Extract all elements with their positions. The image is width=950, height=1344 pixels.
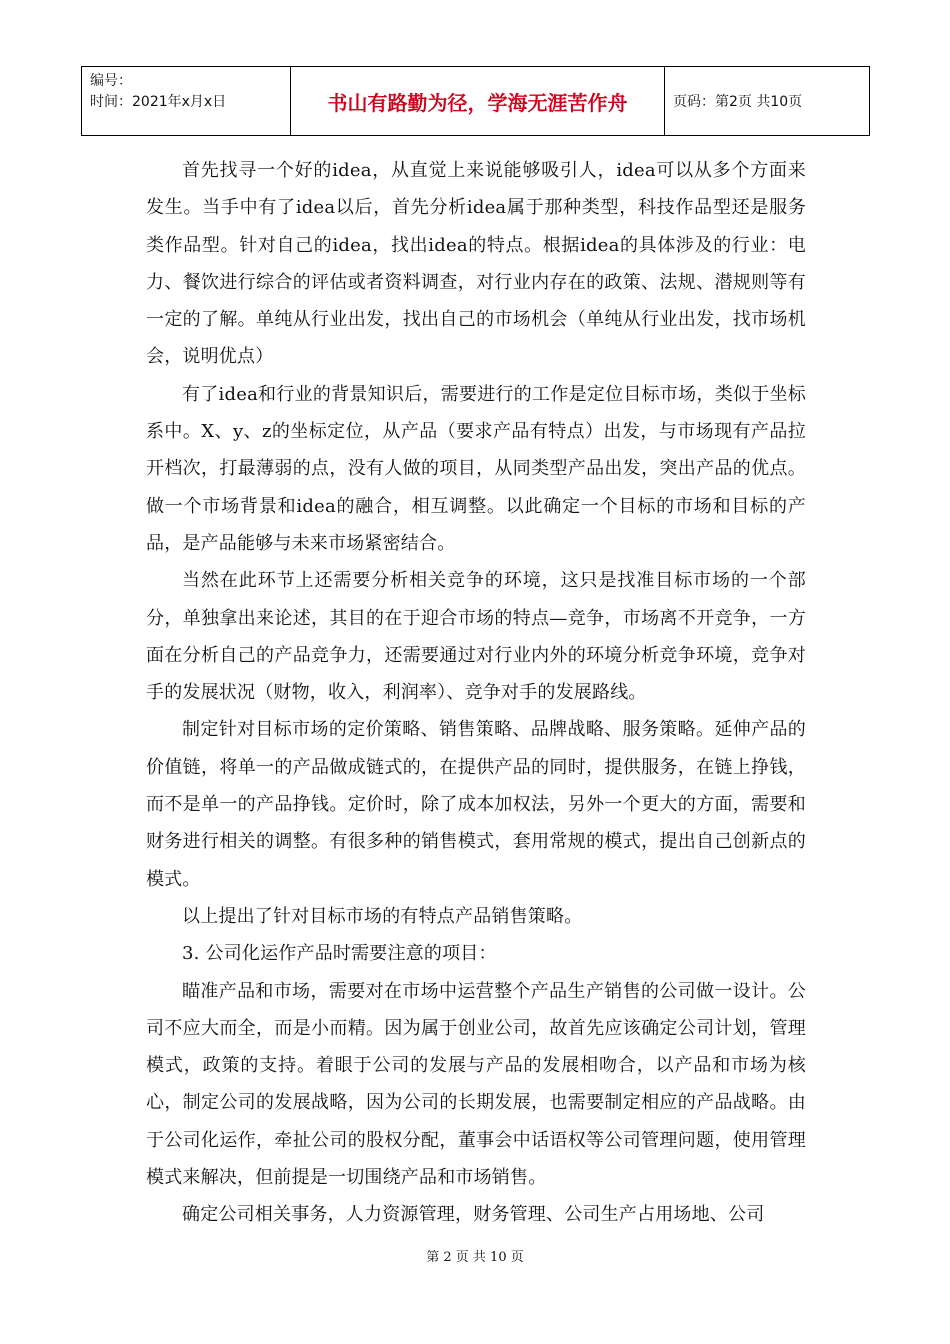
document-time-label: 时间：2021年x月x日 [90,94,227,110]
page-footer: 第 2 页 共 10 页 [426,1250,524,1265]
header-table [81,66,870,136]
body-paragraph: 确定公司相关事务，人力资源管理，财务管理、公司生产占用场地、公司 [182,1204,765,1226]
section-heading: 3. 公司化运作产品时需要注意的项目： [182,943,497,965]
body-paragraph: 有了idea和行业的背景知识后，需要进行的工作是定位目标市场，类似于坐标系中。X、y、z的坐标定位，从产品（要求产品有特点）出发，与市场现有产品拉开档次，打最薄弱的点，没有人做的项目，从同类型产品出发，突出产品的优点。做一个市场背景和idea的融合，相互调整。以此确定一个目标的市场和目标的产品，是产品能够与未来市场紧密结合。 [146,383,806,554]
body-paragraph: 首先找寻一个好的idea，从直觉上来说能够吸引人，idea可以从多个方面来发生。当手中有了idea以后，首先分析idea属于那种类型，科技作品型还是服务类作品型。针对自己的idea，找出idea的特点。根据idea的具体涉及的行业：电力、餐饮进行综合的评估或者资料调查，对行业内存在的政策、法规、潜规则等有一定的了解。单纯从行业出发，找出自己的市场机会（单纯从行业出发，找市场机会，说明优点） [146,160,806,368]
document-body [146,152,806,1234]
document-number-label: 编号： [90,73,132,89]
header-page-number: 页码：第2页 共10页 [665,67,870,136]
body-paragraph: 制定针对目标市场的定价策略、销售策略、品牌战略、服务策略。延伸产品的价值链，将单一的产品做成链式的，在提供产品的同时，提供服务，在链上挣钱，而不是单一的产品挣钱。定价时，除了成本加权法，另外一个更大的方面，需要和财务进行相关的调整。有很多种的销售模式，套用常规的模式，提出自己创新点的模式。 [146,719,806,890]
body-paragraph: 以上提出了针对目标市场的有特点产品销售策略。 [182,905,583,927]
body-paragraph: 瞄准产品和市场，需要对在市场中运营整个产品生产销售的公司做一设计。公司不应大而全，而是小而精。因为属于创业公司，故首先应该确定公司计划，管理模式，政策的支持。着眼于公司的发展与产品的发展相吻合，以产品和市场为核心，制定公司的发展战略，因为公司的长期发展，也需要制定相应的产品战略。由于公司化运作，牵扯公司的股权分配，董事会中话语权等公司管理问题，使用管理模式来解决，但前提是一切围绕产品和市场销售。 [146,980,806,1189]
body-paragraph: 当然在此环节上还需要分析相关竞争的环境，这只是找准目标市场的一个部分，单独拿出来论述，其目的在于迎合市场的特点—竞争，市场离不开竞争，一方面在分析自己的产品竞争力，还需要通过对行业内外的环境分析竞争环境，竞争对手的发展状况（财物，收入，利润率）、竞争对手的发展路线。 [146,570,806,704]
header-meta-cell [82,67,291,136]
header-motto: 书山有路勤为径，学海无涯苦作舟 [291,67,665,136]
